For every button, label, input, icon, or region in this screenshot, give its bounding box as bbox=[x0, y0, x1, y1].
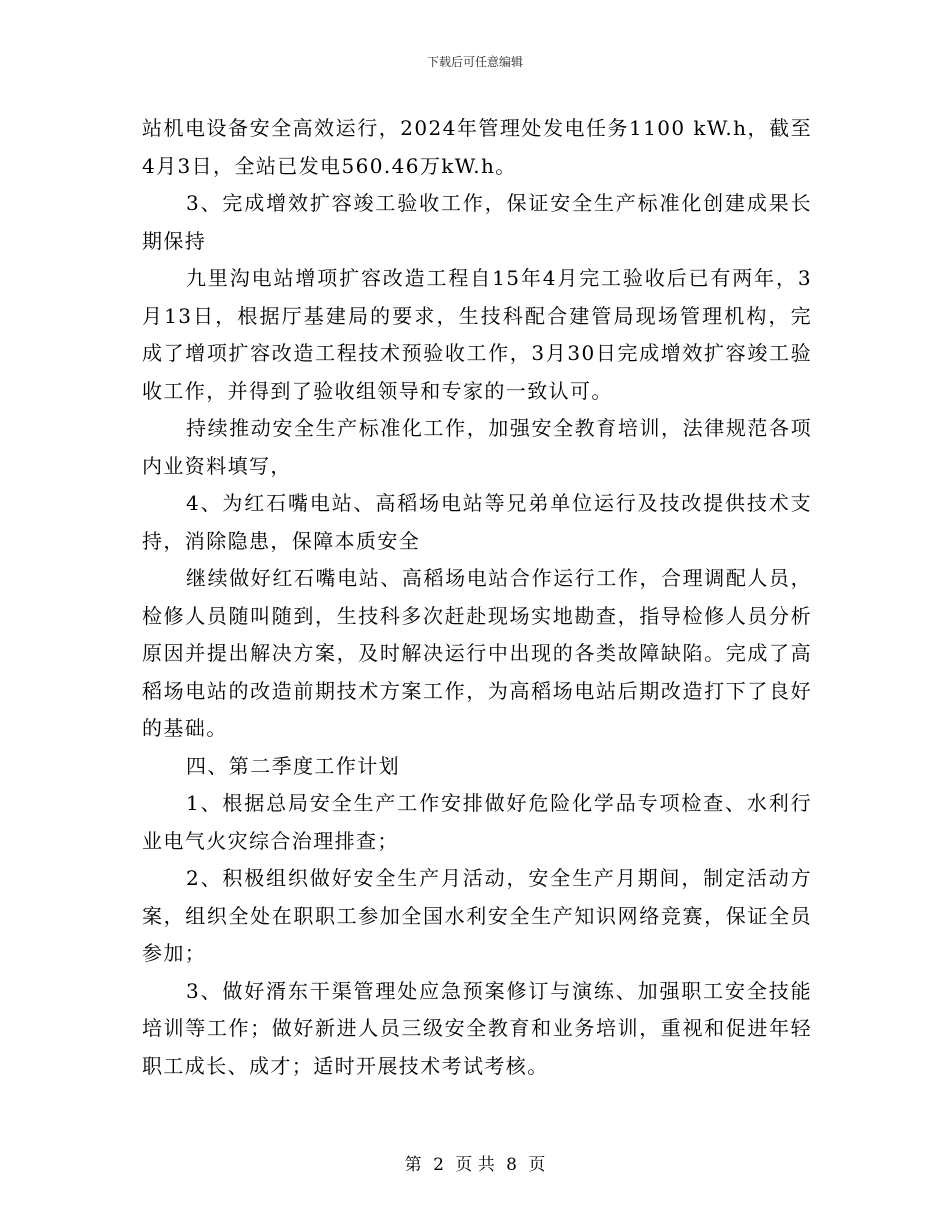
footer-middle: 页 共 bbox=[455, 1155, 495, 1175]
paragraph: 3、完成增效扩容竣工验收工作，保证安全生产标准化创建成果长期保持 bbox=[142, 191, 812, 253]
paragraph: 持续推动安全生产标准化工作，加强安全教育培训，法律规范各项内业资料填写， bbox=[142, 416, 812, 478]
document-body bbox=[142, 110, 812, 1085]
section-heading: 四、第二季度工作计划 bbox=[186, 753, 400, 778]
paragraph: 1、根据总局安全生产工作安排做好危险化学品专项检查、水利行业电气火灾综合治理排查； bbox=[142, 791, 812, 853]
current-page-number: 2 bbox=[433, 1155, 444, 1175]
total-page-count: 8 bbox=[506, 1155, 517, 1175]
page-header bbox=[0, 54, 950, 70]
paragraph: 3、做好湑东干渠管理处应急预案修订与演练、加强职工安全技能培训等工作；做好新进人员三级安全教育和业务培训，重视和促进年轻职工成长、成才；适时开展技术考试考核。 bbox=[142, 978, 812, 1078]
header-note: 下载后可任意编辑 bbox=[426, 55, 523, 69]
paragraph: 继续做好红石嘴电站、高稻场电站合作运行工作，合理调配人员，检修人员随叫随到，生技科多次赶赴现场实地勘查，指导检修人员分析原因并提出解决方案，及时解决运行中出现的各类故障缺陷。完成了高稻场电站的改造前期技术方案工作，为高稻场电站后期改造打下了良好的基础。 bbox=[142, 566, 812, 740]
footer-prefix: 第 bbox=[404, 1155, 422, 1175]
paragraph: 站机电设备安全高效运行，2024年管理处发电任务1100 kW.h，截至4月3日，全站已发电560.46万kW.h。 bbox=[142, 116, 812, 178]
page-footer bbox=[0, 1154, 950, 1176]
paragraph: 2、积极组织做好安全生产月活动，安全生产月期间，制定活动方案，组织全处在职职工参加全国水利安全生产知识网络竞赛，保证全员参加； bbox=[142, 866, 812, 965]
paragraph: 4、为红石嘴电站、高稻场电站等兄弟单位运行及技改提供技术支持，消除隐患，保障本质安全 bbox=[142, 491, 812, 553]
paragraph: 九里沟电站增项扩容改造工程自15年4月完工验收后已有两年，3月13日，根据厅基建局的要求，生技科配合建管局现场管理机构，完成了增项扩容改造工程技术预验收工作，3月30日完成增效扩容竣工验收工作，并得到了验收组领导和专家的一致认可。 bbox=[142, 266, 812, 403]
footer-suffix: 页 bbox=[528, 1155, 546, 1175]
